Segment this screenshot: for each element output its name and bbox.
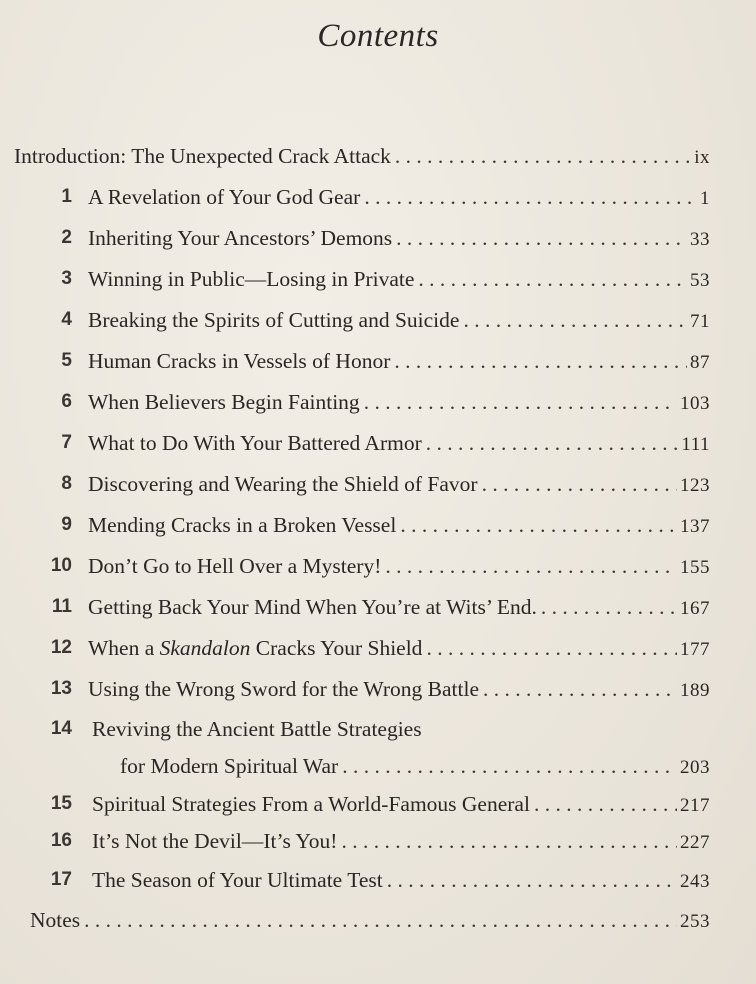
toc-entry-chapter-3[interactable]	[0, 261, 756, 297]
entry-page-number: 33	[690, 229, 710, 250]
entry-title: Using the Wrong Sword for the Wrong Battle	[88, 677, 479, 701]
entry-page-number: 243	[680, 871, 710, 892]
chapter-number: 10	[50, 555, 72, 576]
chapter-number: 17	[50, 869, 72, 890]
chapter-number: 5	[61, 350, 72, 371]
entry-title: Human Cracks in Vessels of Honor	[88, 349, 391, 373]
leader-dots	[394, 343, 687, 379]
chapter-number: 2	[61, 227, 72, 248]
entry-title: Mending Cracks in a Broken Vessel	[88, 513, 397, 537]
toc-entry-chapter-7[interactable]	[0, 425, 756, 461]
chapter-number: 12	[50, 637, 72, 658]
entry-title: Getting Back Your Mind When You’re at Wits’ End.	[88, 595, 537, 619]
entry-page-number: 203	[680, 757, 710, 778]
entry-page-number: 1	[700, 188, 710, 209]
entry-title-prefix: When a	[88, 636, 160, 660]
chapter-number: 15	[50, 793, 72, 814]
entry-page-number: 189	[680, 680, 710, 701]
entry-title-line-1: Reviving the Ancient Battle Strategies	[92, 717, 422, 741]
leader-dots	[364, 384, 677, 420]
toc-entry-chapter-13[interactable]	[0, 671, 756, 707]
entry-page-number: 177	[680, 639, 710, 660]
leader-dots	[342, 748, 677, 784]
leader-dots	[385, 548, 677, 584]
chapter-number: 9	[61, 514, 72, 535]
toc-entry-chapter-8[interactable]	[0, 466, 756, 502]
entry-page-number: 253	[680, 911, 710, 932]
chapter-number: 8	[61, 473, 72, 494]
toc-entry-chapter-1[interactable]	[0, 179, 756, 215]
leader-dots	[400, 507, 677, 543]
toc-entry-chapter-9[interactable]	[0, 507, 756, 543]
leader-dots	[418, 261, 687, 297]
chapter-number: 13	[50, 678, 72, 699]
entry-page-number: 137	[680, 516, 710, 537]
leader-dots	[534, 786, 677, 822]
toc-entry-chapter-12[interactable]	[0, 630, 756, 666]
entry-page-number: 71	[690, 311, 710, 332]
entry-page-number: 87	[690, 352, 710, 373]
entry-title-italic: Skandalon	[159, 636, 251, 660]
entry-title: It’s Not the Devil—It’s You!	[92, 829, 338, 853]
entry-page-number: 111	[681, 434, 710, 455]
entry-page-number: 227	[680, 832, 710, 853]
entry-page-number: 217	[680, 795, 710, 816]
leader-dots	[426, 425, 679, 461]
leader-dots	[396, 220, 687, 256]
toc-entry-chapter-6[interactable]	[0, 384, 756, 420]
entry-title: Discovering and Wearing the Shield of Favor	[88, 472, 478, 496]
chapter-number: 16	[50, 830, 72, 851]
toc-entry-notes[interactable]	[0, 902, 756, 938]
toc-entry-chapter-14[interactable]	[0, 711, 756, 785]
entry-title: Breaking the Spirits of Cutting and Suicide	[88, 308, 460, 332]
toc-entry-chapter-2[interactable]	[0, 220, 756, 256]
toc-entry-chapter-4[interactable]	[0, 302, 756, 338]
chapter-number: 4	[61, 309, 72, 330]
entry-title	[88, 630, 422, 666]
entry-title: Inheriting Your Ancestors’ Demons	[88, 226, 393, 250]
entry-page-number: ix	[694, 147, 710, 168]
leader-dots	[482, 466, 677, 502]
leader-dots	[364, 179, 697, 215]
entry-page-number: 53	[690, 270, 710, 291]
toc-entry-introduction[interactable]	[0, 138, 756, 174]
entry-title: What to Do With Your Battered Armor	[88, 431, 422, 455]
chapter-number: 11	[51, 596, 72, 617]
chapter-number: 7	[61, 432, 72, 453]
leader-dots	[341, 823, 677, 859]
entry-title: A Revelation of Your God Gear	[88, 185, 361, 209]
chapter-number: 6	[61, 391, 72, 412]
entry-title: Introduction: The Unexpected Crack Attack	[14, 144, 391, 168]
entry-page-number: 103	[680, 393, 710, 414]
entry-title: When Believers Begin Fainting	[88, 390, 360, 414]
toc-entry-chapter-10[interactable]	[0, 548, 756, 584]
toc-entry-chapter-17[interactable]	[0, 862, 756, 898]
entry-title: The Season of Your Ultimate Test	[92, 868, 383, 892]
chapter-number: 14	[50, 718, 72, 739]
leader-dots	[463, 302, 687, 338]
entry-page-number: 123	[680, 475, 710, 496]
leader-dots	[541, 589, 677, 625]
entry-title-line-2: for Modern Spiritual War	[120, 754, 339, 778]
leader-dots	[84, 902, 677, 938]
toc-entry-chapter-11[interactable]	[0, 589, 756, 625]
toc-entry-chapter-15[interactable]	[0, 786, 756, 822]
chapter-number: 3	[61, 268, 72, 289]
entry-page-number: 155	[680, 557, 710, 578]
leader-dots	[483, 671, 677, 707]
entry-title: Don’t Go to Hell Over a Mystery!	[88, 554, 382, 578]
entry-page-number: 167	[680, 598, 710, 619]
entry-title: Winning in Public—Losing in Private	[88, 267, 415, 291]
toc-entry-chapter-16[interactable]	[0, 823, 756, 859]
entry-title: Notes	[30, 908, 81, 932]
page-title: Contents	[317, 18, 439, 54]
entry-title-suffix: Cracks Your Shield	[250, 636, 423, 660]
leader-dots	[395, 138, 691, 174]
chapter-number: 1	[61, 186, 72, 207]
leader-dots	[426, 630, 677, 666]
toc-entry-chapter-5[interactable]	[0, 343, 756, 379]
entry-title: Spiritual Strategies From a World-Famous General	[92, 792, 530, 816]
leader-dots	[387, 862, 677, 898]
